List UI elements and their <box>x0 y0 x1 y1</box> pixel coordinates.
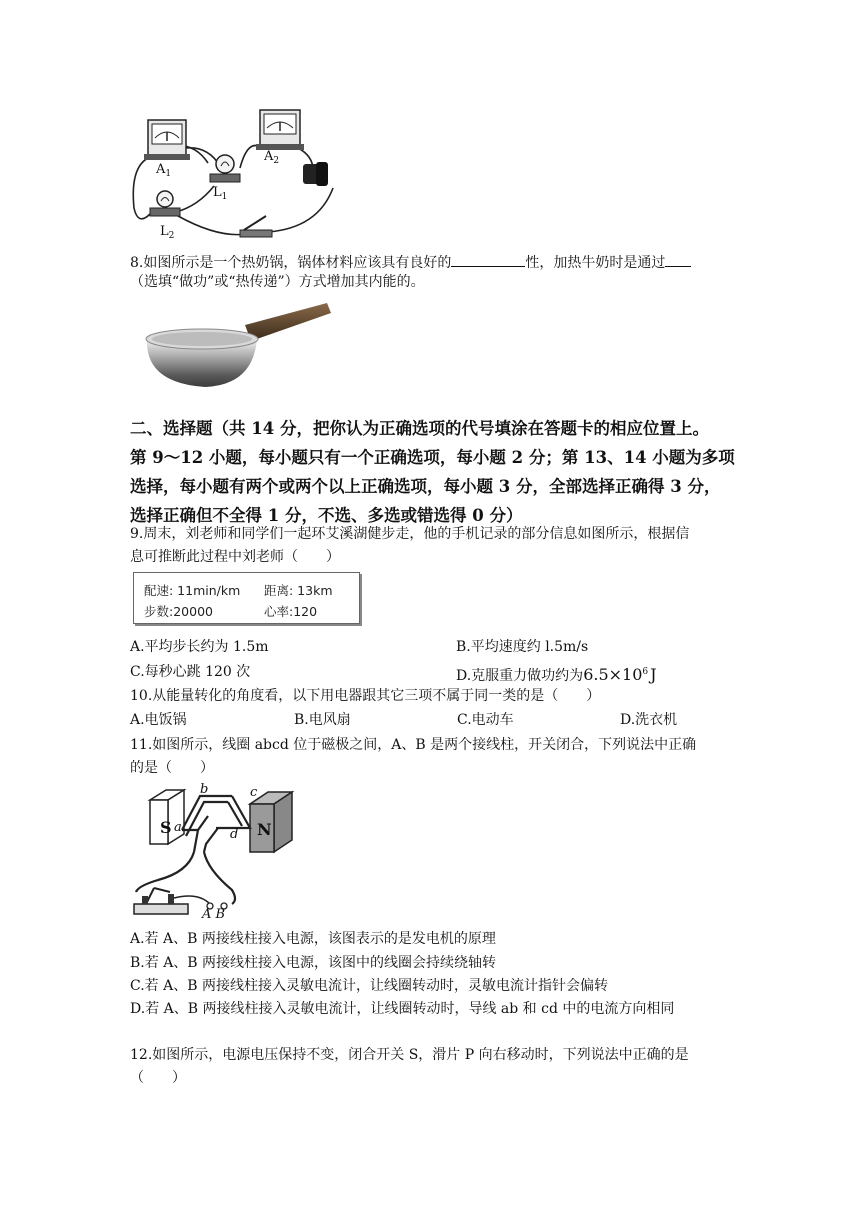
ammeter-a1 <box>144 120 190 160</box>
q9-line1: 9.周末，刘老师和同学们一起环艾溪湖健步走，他的手机记录的部分信息如图所示，根据信 <box>130 526 690 542</box>
q12-line2: （ ） <box>130 1070 186 1086</box>
fitness-record-panel <box>133 572 360 624</box>
distance-label: 距离: 13km <box>264 583 333 598</box>
q9-option-a[interactable]: A.平均步长约为 1.5m <box>130 639 269 655</box>
q9-line2: 息可推断此过程中刘老师（ ） <box>130 549 340 565</box>
q11-line2: 的是（ ） <box>130 760 214 776</box>
section2-line1: 二、选择题（共 14 分，把你认为正确选项的代号填涂在答题卡的相应位置上。 <box>130 419 709 438</box>
label-s-pole: S <box>160 818 172 837</box>
lamp-l2 <box>150 191 180 216</box>
label-n-pole: N <box>257 820 272 839</box>
q10-option-c[interactable]: C.电动车 <box>457 712 514 728</box>
coil-magnet-figure <box>128 782 308 924</box>
q10-stem: 10.从能量转化的角度看，以下用电器跟其它三项不属于同一类的是（ ） <box>130 688 601 704</box>
label-coil-c: c <box>250 785 258 800</box>
label-coil-b: b <box>200 782 209 797</box>
q8-line2: （选填“做功”或“热传递”）方式增加其内能的。 <box>130 274 425 290</box>
label-coil-d: d <box>230 827 239 842</box>
q11-option-c[interactable]: C.若 A、B 两接线柱接入灵敏电流计，让线圈转动时，灵敏电流计指针会偏转 <box>130 978 608 994</box>
q9-option-b[interactable]: B.平均速度约 l.5m/s <box>456 639 589 655</box>
section2-line2: 第 9～12 小题，每小题只有一个正确选项，每小题 2 分；第 13、14 小题为多项 <box>130 448 735 467</box>
section2-line3: 选择，每小题有两个或两个以上正确选项，每小题 3 分，全部选择正确得 3 分， <box>130 477 721 496</box>
q11-option-b[interactable]: B.若 A、B 两接线柱接入电源，该图中的线圈会持续绕轴转 <box>130 955 497 971</box>
ammeter-a2 <box>256 110 304 150</box>
q9-option-d[interactable]: D.克服重力做功约为$6.5\times 10^6$ J <box>456 665 657 684</box>
q9-option-c[interactable]: C.每秒心跳 120 次 <box>130 664 251 680</box>
q8-line1: 8.如图所示是一个热奶锅，锅体材料应该具有良好的 性，加热牛奶时是通过 <box>130 252 691 273</box>
q10-option-d[interactable]: D.洗衣机 <box>620 712 678 728</box>
label-a1: $A_1$ <box>156 162 172 179</box>
q11-line1: 11.如图所示，线圈 abcd 位于磁极之间，A、B 是两个接线柱，开关闭合，下列说法中正确 <box>130 737 697 753</box>
q12-line1: 12.如图所示，电源电压保持不变，闭合开关 S，滑片 P 向右移动时，下列说法中正确的是 <box>130 1047 689 1063</box>
heart-rate-label: 心率:120 <box>264 604 318 619</box>
label-coil-a: a <box>174 820 182 835</box>
q8-blank-2[interactable] <box>665 252 691 267</box>
q11-option-a[interactable]: A.若 A、B 两接线柱接入电源，该图表示的是发电机的原理 <box>130 931 496 947</box>
switch <box>240 216 272 237</box>
q11-option-d[interactable]: D.若 A、B 两接线柱接入灵敏电流计，让线圈转动时，导线 ab 和 cd 中的电流方向相同 <box>130 1001 675 1017</box>
label-a2: $A_2$ <box>264 149 280 166</box>
q8-blank-1[interactable] <box>451 252 525 267</box>
label-l1: $L_1$ <box>213 185 228 202</box>
section2-line4: 选择正确但不全得 1 分，不选、多选或错选得 0 分） <box>130 506 523 525</box>
knife-switch <box>134 888 210 914</box>
battery <box>303 162 328 186</box>
milk-pot-image <box>135 295 335 395</box>
q10-option-a[interactable]: A.电饭锅 <box>130 712 187 728</box>
label-l2: $L_2$ <box>160 224 175 241</box>
q10-option-b[interactable]: B.电风扇 <box>294 712 351 728</box>
steps-label: 步数:20000 <box>144 604 213 619</box>
label-terminals: A B <box>202 907 226 922</box>
pace-label: 配速: 11min/km <box>144 583 241 598</box>
